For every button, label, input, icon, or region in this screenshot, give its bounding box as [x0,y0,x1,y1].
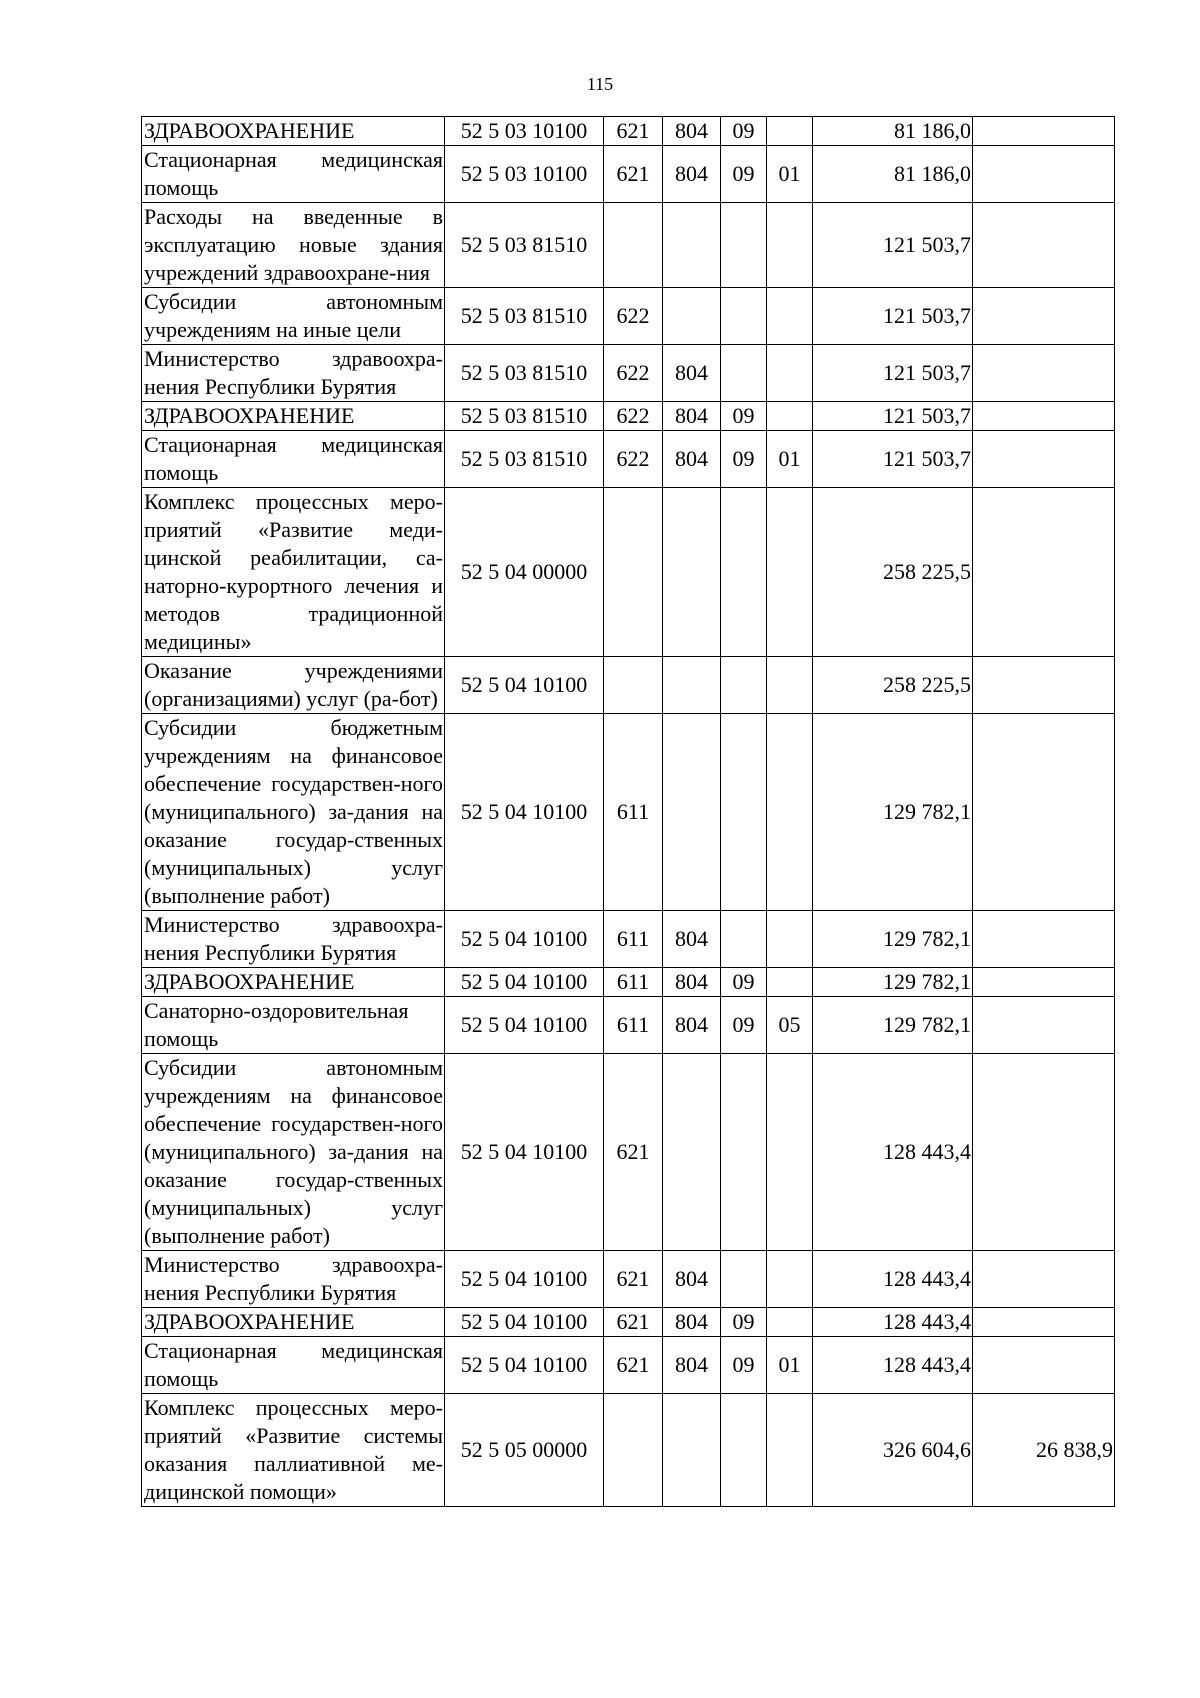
expense-type-cell: 621 [604,1337,663,1394]
table-row [142,1394,1115,1507]
ministry-code-cell: 804 [663,402,721,431]
subsection-code-cell [767,1251,813,1308]
section-code-cell: 09 [721,402,767,431]
extra-amount-cell: 26 838,9 [973,1394,1115,1507]
ministry-code-cell: 804 [663,968,721,997]
table-row [142,117,1115,146]
amount-cell: 258 225,5 [813,488,973,657]
expense-name-cell: ЗДРАВООХРАНЕНИЕ [142,1308,445,1337]
ministry-code-cell [663,657,721,714]
expense-name-cell: Комплекс процессных меро-приятий «Развитие системы оказания паллиативной ме-дицинской помощи» [142,1394,445,1507]
subsection-code-cell [767,117,813,146]
subsection-code-cell [767,911,813,968]
expense-type-cell [604,657,663,714]
extra-amount-cell [973,431,1115,488]
subsection-code-cell: 01 [767,431,813,488]
section-code-cell [721,1251,767,1308]
expense-type-cell: 621 [604,1054,663,1251]
expense-type-cell: 621 [604,117,663,146]
table-row [142,288,1115,345]
ministry-code-cell: 804 [663,1308,721,1337]
subsection-code-cell [767,1054,813,1251]
amount-cell: 129 782,1 [813,714,973,911]
ministry-code-cell [663,488,721,657]
amount-cell: 121 503,7 [813,203,973,288]
ministry-code-cell [663,1054,721,1251]
extra-amount-cell [973,488,1115,657]
extra-amount-cell [973,402,1115,431]
table-row [142,488,1115,657]
table-row [142,968,1115,997]
expense-name-cell: Министерство здравоохра-нения Республики Бурятия [142,911,445,968]
ministry-code-cell [663,203,721,288]
table-row [142,997,1115,1054]
expense-type-cell: 611 [604,911,663,968]
expense-name-cell: Субсидии бюджетным учреждениям на финансовое обеспечение государствен-ного (муниципального) за-дания на оказание государ-ственных (муниципальных) услуг (выполнение работ) [142,714,445,911]
subsection-code-cell [767,1308,813,1337]
table-row [142,402,1115,431]
section-code-cell [721,203,767,288]
section-code-cell [721,1054,767,1251]
budget-table [141,116,1115,1507]
expense-type-cell: 621 [604,1251,663,1308]
amount-cell: 258 225,5 [813,657,973,714]
target-article-code-cell: 52 5 04 00000 [445,488,604,657]
expense-type-cell [604,488,663,657]
expense-name-cell: ЗДРАВООХРАНЕНИЕ [142,968,445,997]
expense-name-cell: Комплекс процессных меро-приятий «Развитие меди-цинской реабилитации, са-наторно-курортного лечения и методов традиционной медицины» [142,488,445,657]
table-row [142,146,1115,203]
expense-type-cell: 622 [604,288,663,345]
subsection-code-cell [767,488,813,657]
expense-name-cell: Министерство здравоохра-нения Республики Бурятия [142,1251,445,1308]
expense-type-cell: 622 [604,345,663,402]
amount-cell: 121 503,7 [813,402,973,431]
ministry-code-cell: 804 [663,1251,721,1308]
target-article-code-cell: 52 5 04 10100 [445,997,604,1054]
extra-amount-cell [973,117,1115,146]
subsection-code-cell [767,402,813,431]
section-code-cell: 09 [721,117,767,146]
ministry-code-cell: 804 [663,431,721,488]
extra-amount-cell [973,714,1115,911]
target-article-code-cell: 52 5 03 81510 [445,288,604,345]
ministry-code-cell: 804 [663,1337,721,1394]
amount-cell: 121 503,7 [813,288,973,345]
expense-name-cell: Стационарная медицинская помощь [142,431,445,488]
extra-amount-cell [973,1251,1115,1308]
extra-amount-cell [973,968,1115,997]
ministry-code-cell [663,1394,721,1507]
extra-amount-cell [973,288,1115,345]
budget-table-body [142,117,1115,1507]
target-article-code-cell: 52 5 04 10100 [445,657,604,714]
extra-amount-cell [973,997,1115,1054]
target-article-code-cell: 52 5 03 81510 [445,345,604,402]
table-row [142,1337,1115,1394]
expense-type-cell: 621 [604,1308,663,1337]
extra-amount-cell [973,911,1115,968]
section-code-cell [721,288,767,345]
amount-cell: 81 186,0 [813,146,973,203]
subsection-code-cell: 01 [767,146,813,203]
ministry-code-cell: 804 [663,997,721,1054]
extra-amount-cell [973,1308,1115,1337]
expense-name-cell: Субсидии автономным учреждениям на финансовое обеспечение государствен-ного (муниципального) за-дания на оказание государ-ственных (муниципальных) услуг (выполнение работ) [142,1054,445,1251]
amount-cell: 326 604,6 [813,1394,973,1507]
target-article-code-cell: 52 5 04 10100 [445,1054,604,1251]
target-article-code-cell: 52 5 04 10100 [445,911,604,968]
expense-name-cell: ЗДРАВООХРАНЕНИЕ [142,402,445,431]
section-code-cell: 09 [721,997,767,1054]
target-article-code-cell: 52 5 04 10100 [445,1251,604,1308]
extra-amount-cell [973,1054,1115,1251]
section-code-cell: 09 [721,1308,767,1337]
expense-name-cell: Санаторно-оздоровительная помощь [142,997,445,1054]
target-article-code-cell: 52 5 03 81510 [445,431,604,488]
subsection-code-cell: 05 [767,997,813,1054]
extra-amount-cell [973,203,1115,288]
ministry-code-cell [663,288,721,345]
section-code-cell [721,714,767,911]
extra-amount-cell [973,657,1115,714]
table-row [142,431,1115,488]
section-code-cell [721,911,767,968]
target-article-code-cell: 52 5 05 00000 [445,1394,604,1507]
section-code-cell: 09 [721,431,767,488]
amount-cell: 129 782,1 [813,911,973,968]
ministry-code-cell: 804 [663,911,721,968]
expense-type-cell: 621 [604,146,663,203]
expense-type-cell [604,1394,663,1507]
amount-cell: 128 443,4 [813,1308,973,1337]
expense-type-cell: 611 [604,997,663,1054]
page-number: 115 [586,74,614,94]
table-row [142,203,1115,288]
ministry-code-cell: 804 [663,146,721,203]
amount-cell: 128 443,4 [813,1054,973,1251]
expense-type-cell: 622 [604,402,663,431]
section-code-cell [721,488,767,657]
subsection-code-cell [767,714,813,911]
amount-cell: 129 782,1 [813,997,973,1054]
expense-name-cell: Оказание учреждениями (организациями) услуг (ра-бот) [142,657,445,714]
subsection-code-cell [767,968,813,997]
table-row [142,1251,1115,1308]
expense-name-cell: Стационарная медицинская помощь [142,1337,445,1394]
target-article-code-cell: 52 5 04 10100 [445,1337,604,1394]
section-code-cell [721,657,767,714]
expense-type-cell [604,203,663,288]
section-code-cell: 09 [721,968,767,997]
section-code-cell [721,345,767,402]
subsection-code-cell [767,345,813,402]
table-row [142,1308,1115,1337]
expense-name-cell: Расходы на введенные в эксплуатацию новые здания учреждений здравоохране-ния [142,203,445,288]
target-article-code-cell: 52 5 03 10100 [445,146,604,203]
target-article-code-cell: 52 5 03 81510 [445,402,604,431]
amount-cell: 128 443,4 [813,1251,973,1308]
table-row [142,657,1115,714]
subsection-code-cell [767,1394,813,1507]
amount-cell: 121 503,7 [813,431,973,488]
table-row [142,1054,1115,1251]
subsection-code-cell [767,203,813,288]
table-row [142,714,1115,911]
target-article-code-cell: 52 5 04 10100 [445,714,604,911]
expense-type-cell: 611 [604,714,663,911]
target-article-code-cell: 52 5 03 81510 [445,203,604,288]
target-article-code-cell: 52 5 03 10100 [445,117,604,146]
extra-amount-cell [973,146,1115,203]
expense-name-cell: Стационарная медицинская помощь [142,146,445,203]
amount-cell: 129 782,1 [813,968,973,997]
ministry-code-cell [663,714,721,911]
target-article-code-cell: 52 5 04 10100 [445,968,604,997]
expense-name-cell: Субсидии автономным учреждениям на иные цели [142,288,445,345]
subsection-code-cell [767,657,813,714]
target-article-code-cell: 52 5 04 10100 [445,1308,604,1337]
amount-cell: 81 186,0 [813,117,973,146]
extra-amount-cell [973,345,1115,402]
section-code-cell: 09 [721,146,767,203]
extra-amount-cell [973,1337,1115,1394]
ministry-code-cell: 804 [663,117,721,146]
section-code-cell: 09 [721,1337,767,1394]
table-row [142,911,1115,968]
expense-name-cell: ЗДРАВООХРАНЕНИЕ [142,117,445,146]
amount-cell: 121 503,7 [813,345,973,402]
expense-type-cell: 622 [604,431,663,488]
ministry-code-cell: 804 [663,345,721,402]
expense-name-cell: Министерство здравоохра-нения Республики Бурятия [142,345,445,402]
expense-type-cell: 611 [604,968,663,997]
subsection-code-cell [767,288,813,345]
section-code-cell [721,1394,767,1507]
subsection-code-cell: 01 [767,1337,813,1394]
table-row [142,345,1115,402]
amount-cell: 128 443,4 [813,1337,973,1394]
